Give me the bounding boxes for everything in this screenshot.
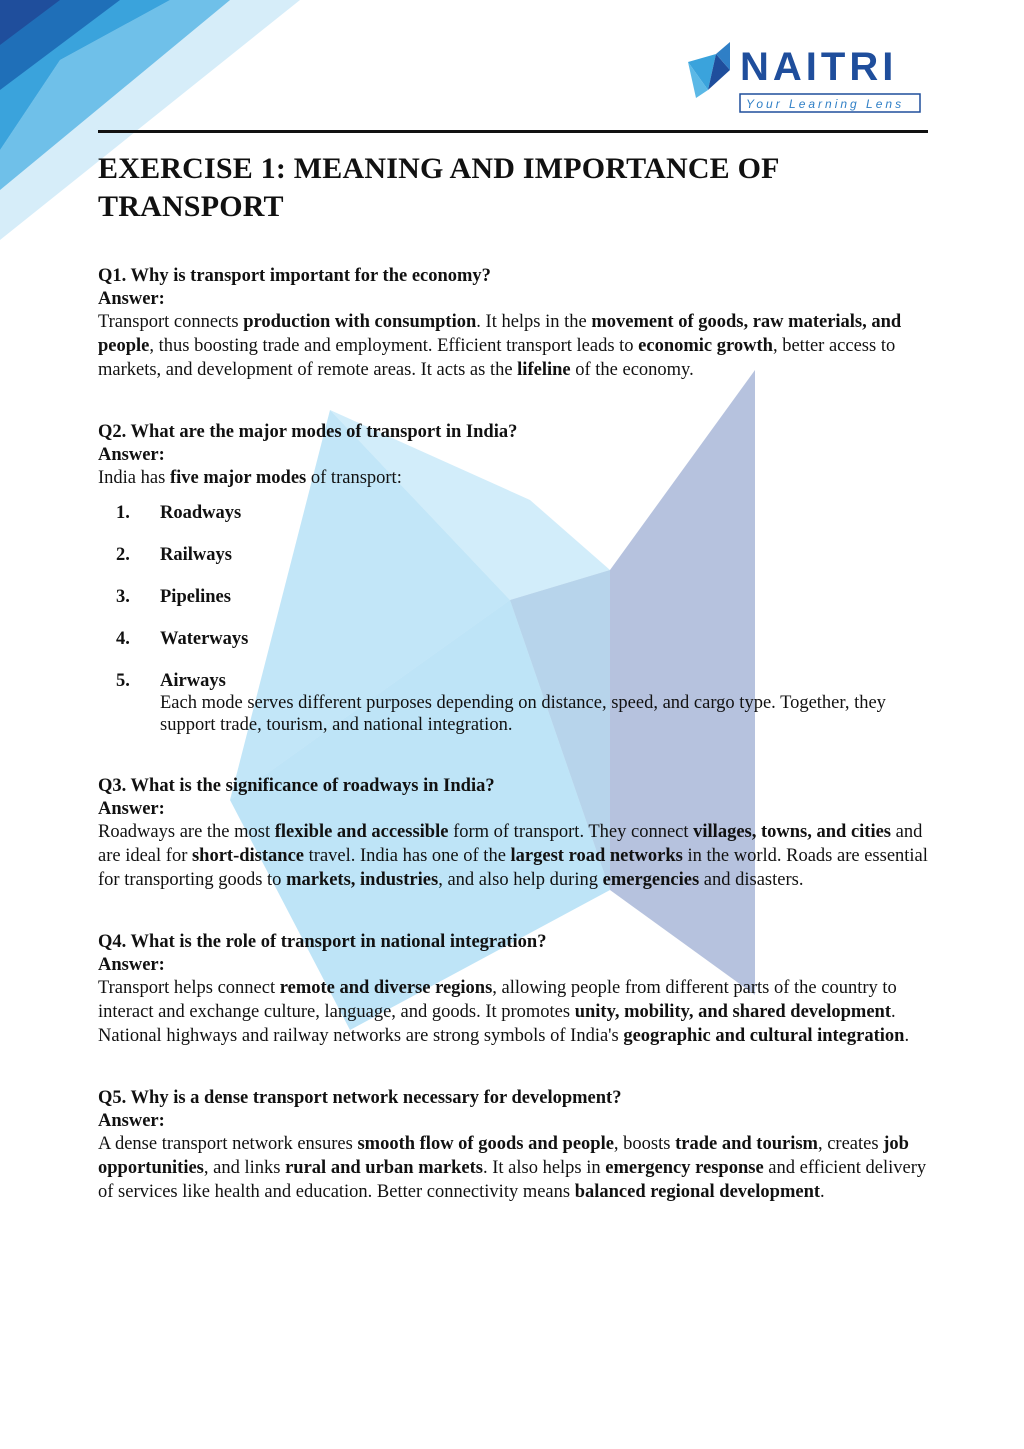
bold-term: geographic and cultural integration (623, 1026, 905, 1046)
bold-term: five major modes (169, 468, 307, 488)
list-item (98, 502, 928, 524)
answer-label: Answer: (98, 955, 165, 975)
answer-text: A dense transport network ensures smooth flow of goods and people, boosts trade and tourism, creates job opportunities, and links rural and urban markets. It also helps in emergency response and efficient delivery of services like health and education. Better connectivity means balanced regional development. (98, 1134, 927, 1202)
question-text: Q5. Why is a dense transport network necessary for development? (98, 1088, 622, 1108)
list-number: 3. (116, 587, 130, 607)
modes-closing-text: Each mode serves different purposes depending on distance, speed, and cargo type. Together, they support trade, tourism, and national integration. (160, 693, 886, 735)
question-text: Q4. What is the role of transport in national integration? (98, 932, 547, 952)
question-block-2 (98, 420, 928, 736)
logo-wordmark: NAITRI (740, 45, 898, 89)
question-block-1 (98, 264, 928, 382)
answer-label: Answer: (98, 799, 165, 819)
bold-term: job opportunities (98, 1134, 909, 1178)
bold-term: economic growth (638, 336, 773, 356)
logo-tagline: Your Learning Lens (746, 97, 905, 111)
bold-term: smooth flow of goods and people (357, 1134, 614, 1154)
answer-label: Answer: (98, 1111, 165, 1131)
bold-term: production with consumption (243, 312, 477, 332)
bold-term: unity, mobility, and shared development (574, 1002, 891, 1022)
list-number: 1. (116, 503, 130, 523)
bold-term: short-distance (191, 846, 305, 866)
question-block-3 (98, 774, 928, 892)
answer-text: Transport connects production with consumption. It helps in the movement of goods, raw materials, and people, thus boosting trade and employment. Efficient transport leads to economic growth, better access to markets, and development of remote areas. It acts as the lifeline of the economy. (98, 312, 902, 380)
bold-term: markets, industries (286, 870, 439, 890)
bold-term: villages, towns, and cities (693, 822, 892, 842)
naitri-logo (682, 40, 932, 120)
list-item (98, 544, 928, 566)
bold-term: movement of goods, raw materials, and people (98, 312, 902, 356)
answer-label: Answer: (98, 289, 165, 309)
list-label: Roadways (160, 503, 242, 523)
list-label: Pipelines (160, 587, 231, 607)
list-number: 4. (116, 629, 130, 649)
question-block-5 (98, 1086, 928, 1204)
bold-term: balanced regional development (574, 1182, 821, 1202)
question-block-4 (98, 930, 928, 1048)
bold-term: flexible and accessible (274, 822, 449, 842)
list-label: Waterways (160, 629, 249, 649)
answer-label: Answer: (98, 445, 165, 465)
list-number: 2. (116, 545, 130, 565)
exercise-content (98, 150, 928, 1242)
answer-text: Transport helps connect remote and diverse regions, allowing people from different parts of the country to interact and exchange culture, language, and goods. It promotes unity, mobility, and shared development. National highways and railway networks are strong symbols of India's geographic and cultural integration. (98, 978, 910, 1046)
question-text: Q1. Why is transport important for the economy? (98, 266, 491, 286)
list-label: Airways (160, 671, 226, 691)
header-rule (98, 130, 928, 133)
question-text: Q2. What are the major modes of transport in India? (98, 422, 518, 442)
bold-term: rural and urban markets (285, 1158, 483, 1178)
answer-text: India has five major modes of transport: (98, 468, 402, 488)
bold-term: lifeline (517, 360, 571, 380)
bold-term: largest road networks (510, 846, 683, 866)
list-item (98, 628, 928, 650)
modes-list (98, 502, 928, 736)
bold-term: emergency response (605, 1158, 764, 1178)
bold-term: remote and diverse regions (279, 978, 493, 998)
bold-term: trade and tourism (675, 1134, 818, 1154)
bold-term: emergencies (602, 870, 700, 890)
list-item (98, 586, 928, 608)
list-item (98, 670, 928, 736)
question-text: Q3. What is the significance of roadways in India? (98, 776, 495, 796)
list-number: 5. (116, 671, 130, 691)
page-title: EXERCISE 1: MEANING AND IMPORTANCE OF TRANSPORT (98, 152, 779, 223)
list-label: Railways (160, 545, 232, 565)
answer-text: Roadways are the most flexible and accessible form of transport. They connect villages, towns, and cities and are ideal for short-distance travel. India has one of the largest road networks in the world. Roads are essential for transporting goods to markets, industries, and also help during emergencies and disasters. (98, 822, 928, 890)
